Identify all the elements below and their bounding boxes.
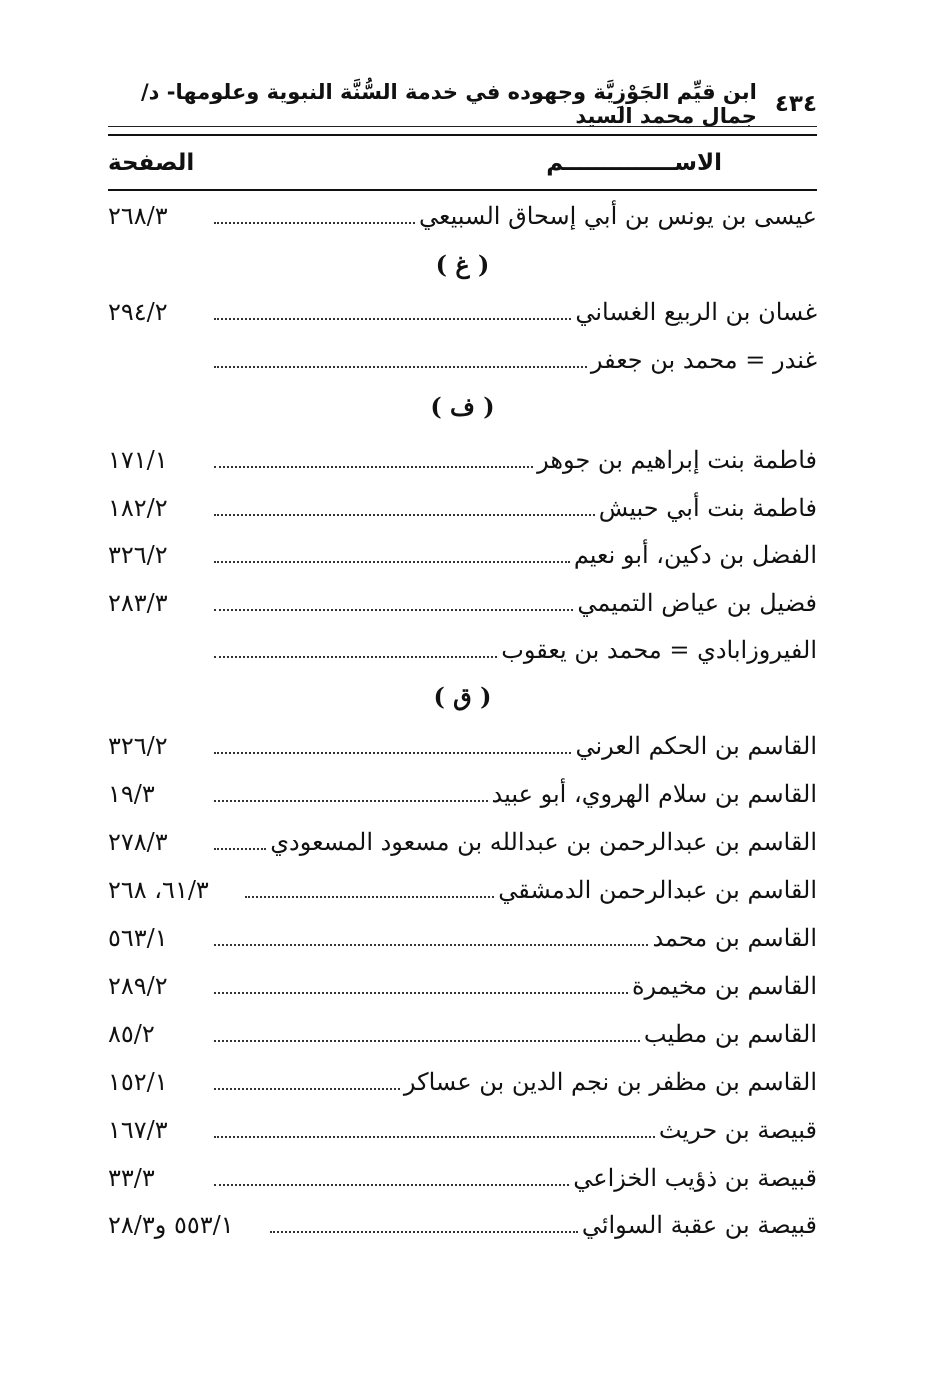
index-entry — [108, 870, 817, 910]
entry-name: القاسم بن عبدالرحمن الدمشقي — [498, 876, 817, 904]
dot-leader — [214, 352, 587, 368]
entry-page-reference: ٣٢٦/٢ — [108, 732, 168, 760]
entry-name: غندر = محمد بن جعفر — [590, 346, 817, 374]
dot-leader — [214, 500, 595, 516]
entry-page-reference: ٢٨٣/٣ — [108, 589, 168, 617]
index-entry — [108, 966, 817, 1006]
entry-name: غسان بن الربيع الغساني — [575, 298, 817, 326]
entry-name: قبيصة بن ذؤيب الخزاعي — [573, 1164, 817, 1192]
entry-page-reference: ٦١/٣، ٢٦٨ — [108, 876, 209, 904]
index-entry — [108, 1062, 817, 1102]
entry-page-reference: ٢٧٨/٣ — [108, 828, 168, 856]
section-letter-heading: ( ف ) — [430, 392, 495, 421]
dot-leader — [214, 978, 628, 994]
entry-name: الفضل بن دكين، أبو نعيم — [573, 541, 817, 569]
index-entry — [108, 822, 817, 862]
dot-leader — [214, 595, 573, 611]
entry-name: الفيروزابادي = محمد بن يعقوب — [501, 636, 817, 664]
dot-leader — [214, 738, 571, 754]
entry-page-reference: ٢٨٩/٢ — [108, 972, 168, 1000]
index-entry — [108, 440, 817, 480]
entry-page-reference: ٢٦٨/٣ — [108, 202, 168, 230]
page-number: ٤٣٤ — [774, 91, 817, 117]
section-letter-heading: ( غ ) — [435, 250, 490, 279]
dot-leader — [214, 1026, 640, 1042]
entry-name: القاسم بن مطيب — [643, 1020, 817, 1048]
book-title: ابن قيِّم الجَوْزِيَّة وجهوده في خدمة السُّنَّة النبوية وعلومها- د/جمال محمد السيد — [140, 80, 757, 128]
dot-leader — [214, 1074, 400, 1090]
header-rule-thick — [108, 134, 817, 136]
index-entry — [108, 583, 817, 623]
dot-leader — [214, 786, 488, 802]
name-column-header: الاســــــــــــــم — [546, 150, 722, 176]
entry-name: القاسم بن سلام الهروي، أبو عبيد — [491, 780, 817, 808]
dot-leader — [214, 930, 648, 946]
index-entry — [108, 630, 817, 670]
entry-page-reference: ٣٢٦/٢ — [108, 541, 168, 569]
running-header — [108, 80, 817, 128]
section-letter-heading: ( ق ) — [433, 682, 492, 711]
index-entry — [108, 535, 817, 575]
index-entry — [108, 1205, 817, 1245]
entry-name: القاسم بن مظفر بن نجم الدين بن عساكر — [403, 1068, 817, 1096]
entry-name: فاطمة بنت إبراهيم بن جوهر — [537, 446, 817, 474]
index-entry — [108, 726, 817, 766]
index-entry — [108, 196, 817, 236]
index-entry — [108, 1014, 817, 1054]
entry-page-reference: ١٩/٣ — [108, 780, 155, 808]
index-entry — [108, 292, 817, 332]
column-header-rule — [108, 189, 817, 191]
entry-page-reference: ١٨٢/٢ — [108, 494, 168, 522]
index-entry — [108, 774, 817, 814]
dot-leader — [245, 882, 494, 898]
entry-page-reference: ٥٥٣/١ و٢٨/٣ — [108, 1211, 234, 1239]
entry-page-reference: ٨٥/٢ — [108, 1020, 155, 1048]
header-rule — [108, 126, 817, 127]
index-entry — [108, 1158, 817, 1198]
entry-name: القاسم بن الحكم العرني — [575, 732, 817, 760]
entry-name: قبيصة بن حريث — [658, 1116, 817, 1144]
dot-leader — [270, 1217, 578, 1233]
index-entry — [108, 488, 817, 528]
dot-leader — [214, 208, 415, 224]
entry-name: القاسم بن محمد — [652, 924, 817, 952]
column-headers — [108, 140, 817, 186]
dot-leader — [214, 1170, 569, 1186]
index-entry — [108, 918, 817, 958]
entry-name: فضيل بن عياض التميمي — [577, 589, 817, 617]
dot-leader — [214, 834, 266, 850]
dot-leader — [214, 642, 497, 658]
entry-page-reference: ١٧١/١ — [108, 446, 168, 474]
dot-leader — [214, 452, 533, 468]
entry-page-reference: ٥٦٣/١ — [108, 924, 168, 952]
entry-name: القاسم بن مخيمرة — [631, 972, 817, 1000]
index-entry — [108, 1110, 817, 1150]
index-entry — [108, 340, 817, 380]
dot-leader — [214, 547, 570, 563]
entry-name: قبيصة بن عقبة السوائي — [581, 1211, 817, 1239]
dot-leader — [214, 1122, 655, 1138]
entry-name: القاسم بن عبدالرحمن بن عبدالله بن مسعود المسعودي — [270, 828, 817, 856]
entry-page-reference: ١٦٧/٣ — [108, 1116, 168, 1144]
entry-page-reference: ٢٩٤/٢ — [108, 298, 168, 326]
entry-name: عيسى بن يونس بن أبي إسحاق السبيعي — [418, 202, 817, 230]
dot-leader — [214, 304, 571, 320]
entry-name: فاطمة بنت أبي حبيش — [598, 494, 817, 522]
page-column-header: الصفحة — [108, 150, 195, 176]
entry-page-reference: ١٥٢/١ — [108, 1068, 168, 1096]
entry-page-reference: ٣٣/٣ — [108, 1164, 155, 1192]
